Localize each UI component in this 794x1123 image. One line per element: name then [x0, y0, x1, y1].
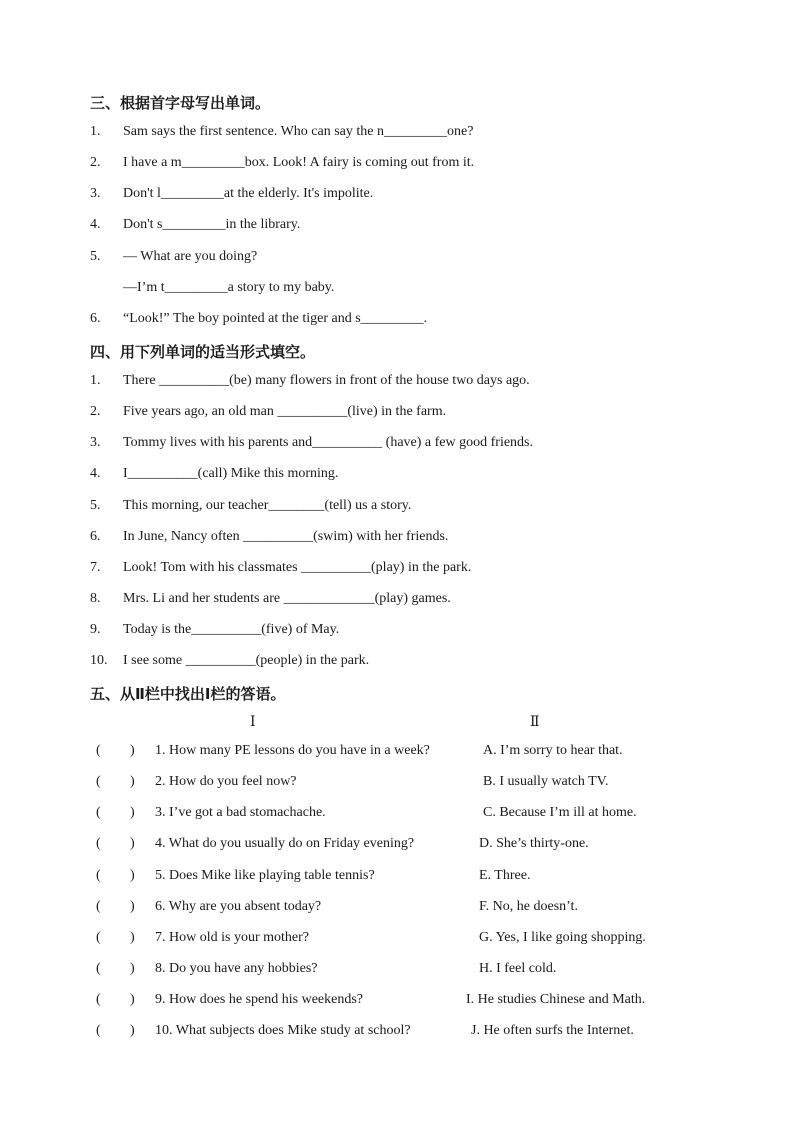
item-text: I see some __________(people) in the park. [123, 653, 370, 668]
item-number: 1. [90, 373, 101, 388]
question-text: 8. Do you have any hobbies? [155, 961, 318, 976]
s3-item-4 [90, 217, 300, 233]
item-text: Tommy lives with his parents and__________ (have) a few good friends. [123, 435, 533, 450]
paren-left: ( [96, 899, 101, 914]
item-number: 7. [90, 560, 101, 575]
answer-blank[interactable] [96, 774, 135, 790]
s3-item-1 [90, 124, 473, 140]
answer-option-text: H. I feel cold. [479, 961, 557, 976]
item-number: 6. [90, 529, 101, 544]
paren-left: ( [96, 961, 101, 976]
item-number: 10. [90, 653, 108, 668]
answer-blank[interactable] [96, 899, 135, 915]
paren-left: ( [96, 930, 101, 945]
item-text: This morning, our teacher________(tell) us a story. [123, 498, 412, 513]
s4-item-1 [90, 373, 530, 389]
answer-option-text: G. Yes, I like going shopping. [479, 930, 646, 945]
item-number: 9. [90, 622, 101, 637]
question-text: 9. How does he spend his weekends? [155, 992, 364, 1007]
item-text: Mrs. Li and her students are _____________(play) games. [123, 591, 451, 606]
answer-option-text: F. No, he doesn’t. [479, 899, 578, 914]
paren-left: ( [96, 836, 101, 851]
item-number: 4. [90, 217, 101, 232]
item-text: I have a m_________box. Look! A fairy is coming out from it. [123, 155, 475, 170]
column-1-header: Ⅰ [250, 715, 256, 730]
question-text: 10. What subjects does Mike study at school? [155, 1023, 411, 1038]
question-text: 5. Does Mike like playing table tennis? [155, 868, 375, 883]
s4-item-9 [90, 622, 339, 638]
paren-right: ) [130, 774, 135, 789]
question-text: 1. How many PE lessons do you have in a week? [155, 743, 430, 758]
s3-item-6 [90, 311, 427, 327]
item-text: Five years ago, an old man __________(live) in the farm. [123, 404, 447, 419]
question-text: 4. What do you usually do on Friday evening? [155, 836, 415, 851]
item-number: 3. [90, 435, 101, 450]
item-text: Today is the__________(five) of May. [123, 622, 340, 637]
s4-item-7 [90, 560, 471, 576]
answer-option-text: E. Three. [479, 868, 531, 883]
paren-left: ( [96, 1023, 101, 1038]
paren-right: ) [130, 805, 135, 820]
item-number: 6. [90, 311, 101, 326]
item-number: 5. [90, 249, 101, 264]
s3-item-3 [90, 186, 373, 202]
s4-item-4 [90, 466, 338, 482]
section-3-heading: 三、根据首字母写出单词。 [90, 94, 271, 112]
paren-left: ( [96, 743, 101, 758]
answer-blank[interactable] [96, 805, 135, 821]
answer-blank[interactable] [96, 992, 135, 1008]
answer-blank[interactable] [96, 930, 135, 946]
s4-item-5 [90, 498, 411, 514]
paren-right: ) [130, 992, 135, 1007]
item-number: 2. [90, 155, 101, 170]
item-text: Look! Tom with his classmates __________(play) in the park. [123, 560, 472, 575]
paren-right: ) [130, 836, 135, 851]
item-text: Sam says the first sentence. Who can say the n_________one? [123, 124, 474, 139]
s4-item-10 [90, 653, 369, 669]
paren-right: ) [130, 868, 135, 883]
item-text: Don't s_________in the library. [123, 217, 301, 232]
question-text: 3. I’ve got a bad stomachache. [155, 805, 326, 820]
item-text: — What are you doing? [123, 249, 258, 264]
item-number: 3. [90, 186, 101, 201]
item-text: In June, Nancy often __________(swim) with her friends. [123, 529, 449, 544]
answer-blank[interactable] [96, 961, 135, 977]
s3-item-2 [90, 155, 474, 171]
paren-right: ) [130, 1023, 135, 1038]
item-number: 8. [90, 591, 101, 606]
s4-item-2 [90, 404, 446, 420]
answer-option-text: I. He studies Chinese and Math. [466, 992, 646, 1007]
paren-right: ) [130, 930, 135, 945]
answer-option-text: C. Because I’m ill at home. [483, 805, 637, 820]
paren-left: ( [96, 805, 101, 820]
answer-option-text: J. He often surfs the Internet. [471, 1023, 634, 1038]
paren-right: ) [130, 961, 135, 976]
answer-blank[interactable] [96, 743, 135, 759]
question-text: 7. How old is your mother? [155, 930, 309, 945]
item-number: 1. [90, 124, 101, 139]
answer-blank[interactable] [96, 1023, 135, 1039]
item-text: There __________(be) many flowers in front of the house two days ago. [123, 373, 530, 388]
paren-left: ( [96, 774, 101, 789]
paren-right: ) [130, 743, 135, 758]
paren-left: ( [96, 868, 101, 883]
item-text: I__________(call) Mike this morning. [123, 466, 339, 481]
s3-item-5 [90, 249, 257, 265]
item-number: 4. [90, 466, 101, 481]
question-text: 2. How do you feel now? [155, 774, 297, 789]
s3-item-5-continuation: —I’m t_________a story to my baby. [123, 280, 335, 295]
answer-blank[interactable] [96, 836, 135, 852]
item-number: 2. [90, 404, 101, 419]
item-number: 5. [90, 498, 101, 513]
answer-option-text: A. I’m sorry to hear that. [483, 743, 623, 758]
paren-left: ( [96, 992, 101, 1007]
s4-item-8 [90, 591, 451, 607]
answer-option-text: B. I usually watch TV. [483, 774, 609, 789]
item-text: “Look!” The boy pointed at the tiger and s_________. [123, 311, 428, 326]
answer-option-text: D. She’s thirty-one. [479, 836, 589, 851]
paren-right: ) [130, 899, 135, 914]
item-text: Don't l_________at the elderly. It's impolite. [123, 186, 374, 201]
s4-item-6 [90, 529, 448, 545]
section-4-heading: 四、用下列单词的适当形式填空。 [90, 343, 316, 361]
section-5-heading: 五、从Ⅱ栏中找出Ⅰ栏的答语。 [90, 685, 286, 703]
question-text: 6. Why are you absent today? [155, 899, 322, 914]
s4-item-3 [90, 435, 533, 451]
answer-blank[interactable] [96, 868, 135, 884]
column-2-header: Ⅱ [530, 715, 540, 730]
